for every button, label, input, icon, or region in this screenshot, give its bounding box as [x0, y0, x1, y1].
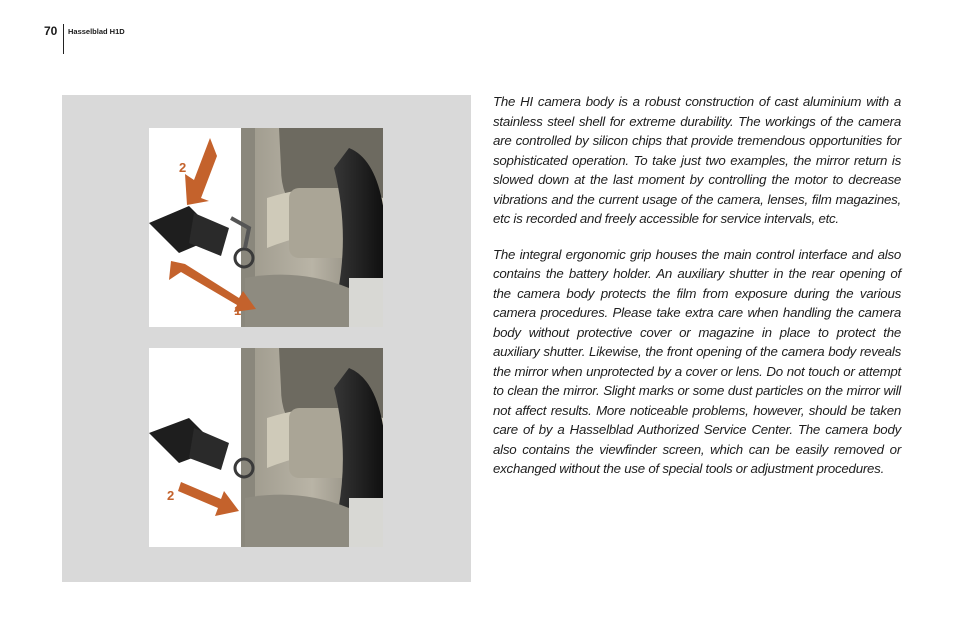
arrow-up-icon [185, 138, 217, 205]
photo-panel [62, 95, 471, 582]
header-divider [63, 24, 64, 54]
strap-release-photo-bottom [149, 348, 383, 547]
strap-attach-illustration [149, 128, 383, 327]
step-label: 2 [167, 488, 175, 503]
body-paragraph: The integral ergonomic grip houses the main control interface and also contains the battery holder. An auxiliary shutter in the rear opening of the camera body protects the film from exposure during the various camera procedures. Please take extra care when handling the camera body without protective cover or magazine in place to protect the auxiliary shutter. Likewise, the front opening of the camera body reveals the mirror when unprotected by a cover or lens. Do not touch or attempt to clean the mirror. Slight marks or some dust particles on the mirror will not affect results. More noticeable problems, however, should be taken care of by a Hasselblad Authorized Service Center. The camera body also contains the viewfinder screen, which can be easily removed or exchanged without the use of special tools or adjustment procedures. [493, 246, 901, 476]
strap-buckle [189, 213, 229, 256]
body-paragraph: The HI camera body is a robust construction of cast aluminium with a stainless steel shell for extreme durability. The workings of the camera are controlled by silicon chips that provide tremendous opportunities for sophisticated operation. To take just two examples, the mirror return is slowed down at the last moment by controlling the motor to decrease vibrations and the current usage of the camera, lenses, film magazines, etc is recorded and freely accessible for service intervals, etc. [493, 94, 901, 226]
arrow-right-icon [178, 482, 239, 516]
step-label: 1 [234, 303, 242, 318]
strap-release-illustration [149, 348, 383, 547]
step-label: 2 [179, 160, 187, 175]
page-number: 70 [44, 24, 58, 38]
body-text-column [493, 92, 901, 495]
strap-buckle [189, 428, 229, 470]
running-title: Hasselblad H1D [68, 27, 125, 36]
strap-attach-photo-top [149, 128, 383, 327]
